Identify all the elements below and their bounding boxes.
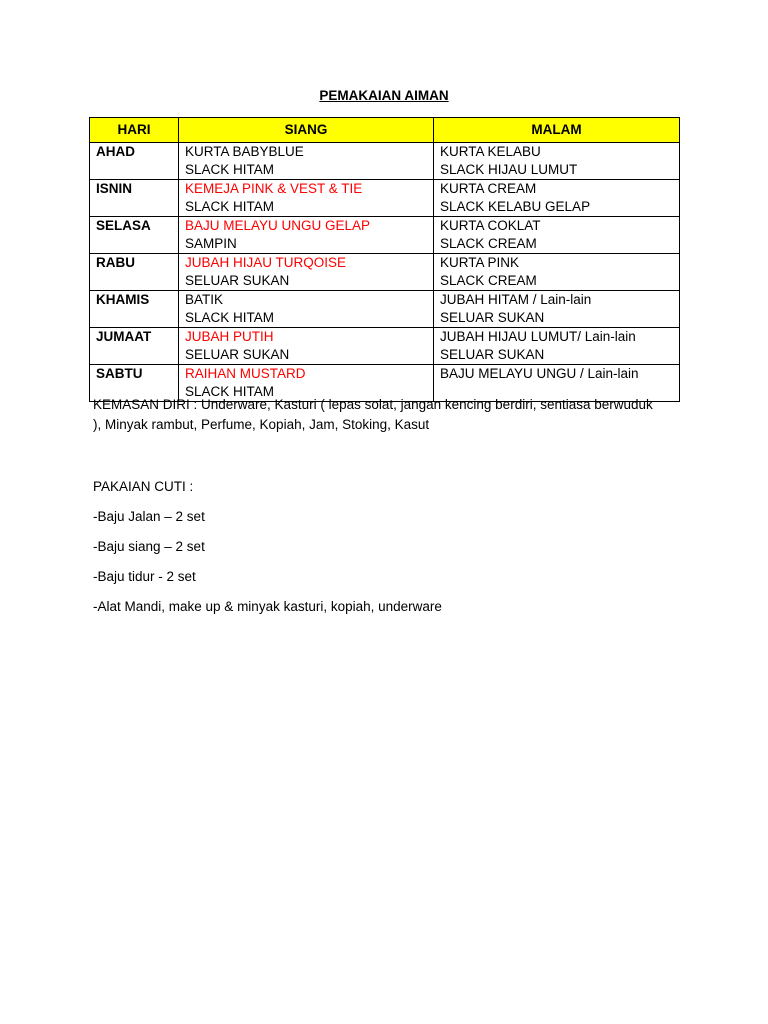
malam-item: KURTA PINK <box>440 255 520 270</box>
malam-cell <box>434 254 680 291</box>
malam-cell <box>434 143 680 180</box>
siang-item: SELUAR SUKAN <box>185 273 290 288</box>
malam-item: SLACK HIJAU LUMUT <box>440 162 578 177</box>
siang-cell <box>179 291 434 328</box>
pakaian-cuti-item: -Baju tidur - 2 set <box>93 569 196 584</box>
schedule-table <box>89 117 680 402</box>
malam-item: JUBAH HIJAU LUMUT/ Lain-lain <box>440 329 636 344</box>
malam-cell <box>434 180 680 217</box>
day-cell: SABTU <box>90 365 179 402</box>
malam-item: SLACK CREAM <box>440 273 537 288</box>
table-row <box>90 180 680 217</box>
malam-item: SELUAR SUKAN <box>440 347 545 362</box>
day-cell: AHAD <box>90 143 179 180</box>
siang-item: BATIK <box>185 292 224 307</box>
pakaian-cuti-heading: PAKAIAN CUTI : <box>93 479 194 494</box>
day-cell: ISNIN <box>90 180 179 217</box>
malam-cell <box>434 291 680 328</box>
table-row <box>90 143 680 180</box>
malam-item: JUBAH HITAM / Lain-lain <box>440 292 592 307</box>
siang-item: SLACK HITAM <box>185 384 275 399</box>
header-hari: HARI <box>90 118 179 143</box>
header-siang: SIANG <box>179 118 434 143</box>
siang-item: BAJU MELAYU UNGU GELAP <box>185 218 371 233</box>
pakaian-cuti-item: -Baju Jalan – 2 set <box>93 509 205 524</box>
siang-item: SLACK HITAM <box>185 162 275 177</box>
day-cell: KHAMIS <box>90 291 179 328</box>
malam-item: KURTA KELABU <box>440 144 541 159</box>
pakaian-cuti-item: -Alat Mandi, make up & minyak kasturi, kopiah, underware <box>93 599 442 614</box>
siang-item: SLACK HITAM <box>185 199 275 214</box>
malam-cell <box>434 217 680 254</box>
malam-cell <box>434 328 680 365</box>
table-row <box>90 291 680 328</box>
kemasan-diri-paragraph: KEMASAN DIRI : Underware, Kasturi ( lepas solat, jangan kencing berdiri, sentiasa berwuduk ), Minyak rambut, Perfume, Kopiah, Jam, Stoking, Kasut <box>93 397 653 432</box>
day-cell: SELASA <box>90 217 179 254</box>
day-cell: JUMAAT <box>90 328 179 365</box>
siang-item: SLACK HITAM <box>185 310 275 325</box>
malam-item: KURTA CREAM <box>440 181 537 196</box>
siang-item: JUBAH HIJAU TURQOISE <box>185 255 347 270</box>
table-row <box>90 254 680 291</box>
table-row <box>90 328 680 365</box>
pakaian-cuti-item: -Baju siang – 2 set <box>93 539 205 554</box>
siang-item: SAMPIN <box>185 236 237 251</box>
siang-item: RAIHAN MUSTARD <box>185 366 306 381</box>
siang-item: SELUAR SUKAN <box>185 347 290 362</box>
malam-item: KURTA COKLAT <box>440 218 541 233</box>
malam-item: SLACK CREAM <box>440 236 537 251</box>
siang-item: KURTA BABYBLUE <box>185 144 304 159</box>
siang-cell <box>179 143 434 180</box>
siang-item: KEMEJA PINK & VEST & TIE <box>185 181 363 196</box>
siang-item: JUBAH PUTIH <box>185 329 274 344</box>
siang-cell <box>179 180 434 217</box>
malam-item: BAJU MELAYU UNGU / Lain-lain <box>440 366 639 381</box>
siang-cell <box>179 328 434 365</box>
malam-item: SELUAR SUKAN <box>440 310 545 325</box>
page-title: PEMAKAIAN AIMAN <box>319 88 449 103</box>
header-malam: MALAM <box>434 118 680 143</box>
table-row <box>90 217 680 254</box>
malam-item: SLACK KELABU GELAP <box>440 199 591 214</box>
day-cell: RABU <box>90 254 179 291</box>
table-header-row <box>90 118 680 143</box>
siang-cell <box>179 217 434 254</box>
siang-cell <box>179 254 434 291</box>
